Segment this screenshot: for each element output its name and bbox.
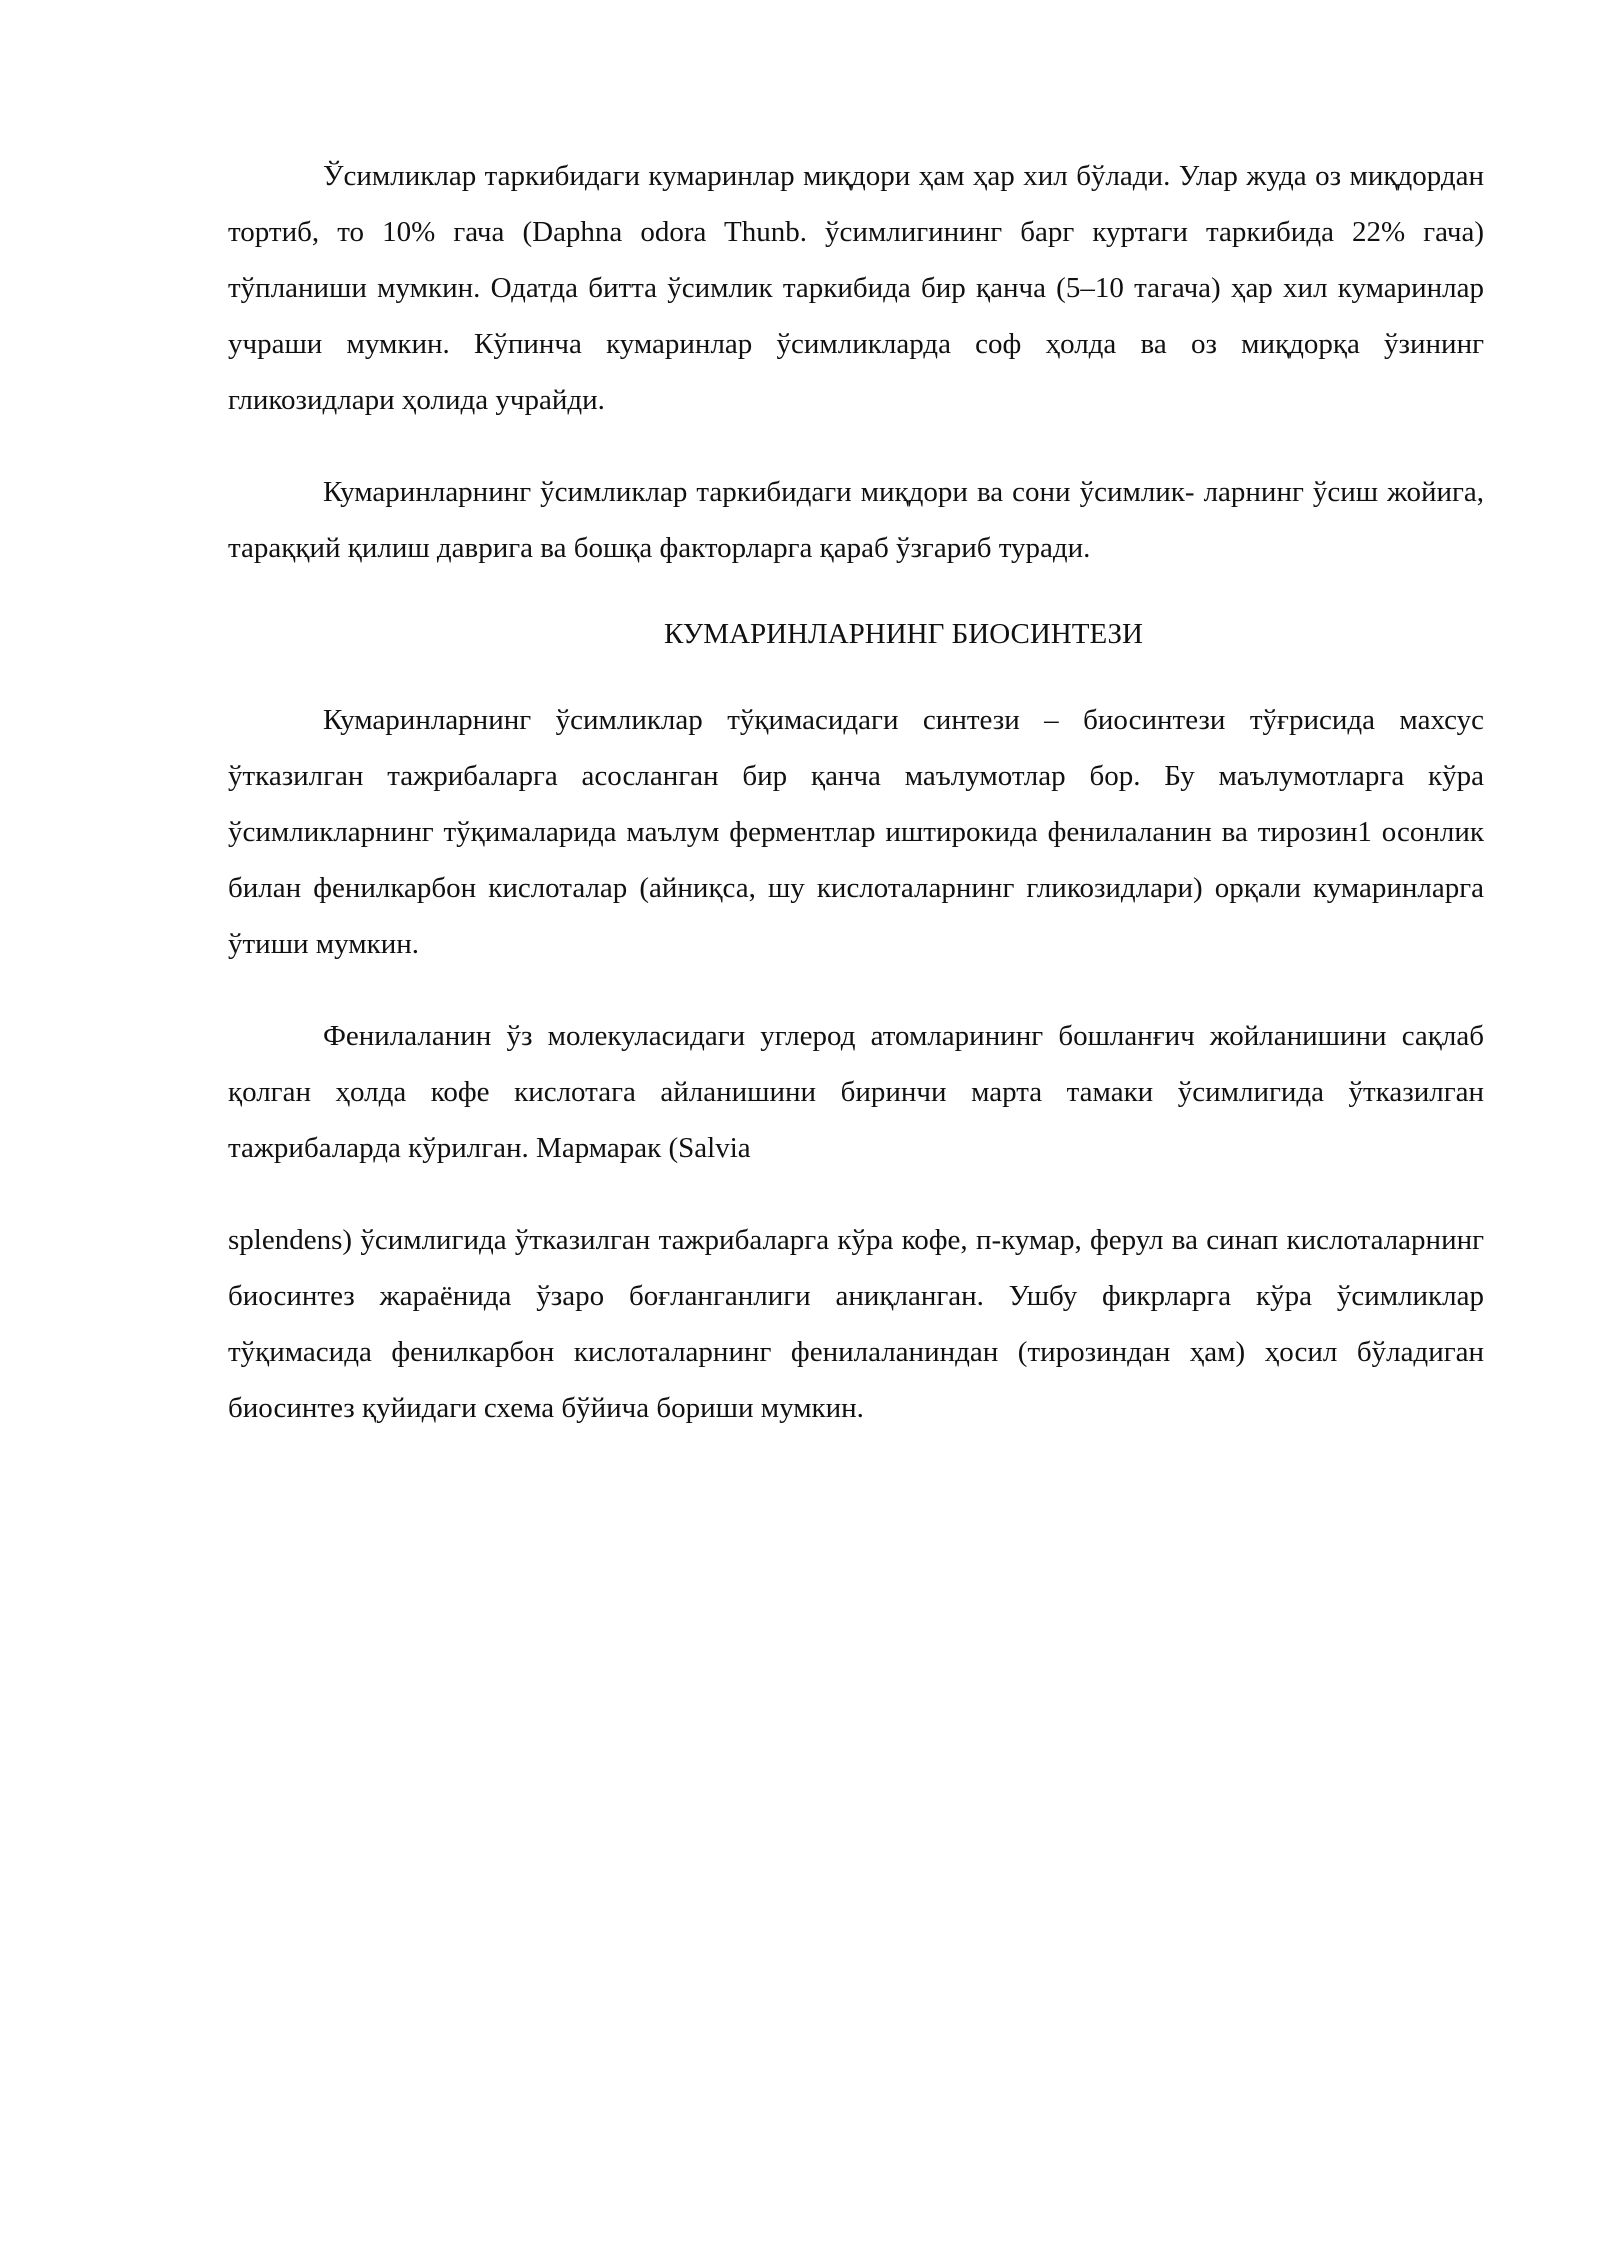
paragraph-salvia-splendens: splendens) ўсимлигида ўтказилган тажрибаларга кўра кофе, п-кумар, ферул ва синап кислоталарнинг биосинтез жараёнида ўзаро боғланганлиги аниқланган. Ушбу фикрларга кўра ўсимликлар тўқимасида фенилкарбон кислоталарнинг фенилаланиндан (тирозиндан ҳам) ҳосил бўладиган биосинтез қуйидаги схема бўйича бориши мумкин. xyxy=(228,1224,1484,1424)
paragraph-phenylalanine: Фенилаланин ўз молекуласидаги углерод атомларининг бошланғич жойланишини сақлаб қолган ҳолда кофе кислотага айланишини биринчи марта тамаки ўсимлигида ўтказилган тажрибаларда кўрилган. Мармарак (Salvia xyxy=(228,1020,1484,1164)
section-heading: КУМАРИНЛАРНИНГ БИОСИНТЕЗИ xyxy=(664,618,1143,650)
paragraph-coumarin-variation: Кумаринларнинг ўсимликлар таркибидаги миқдори ва сони ўсимлик- ларнинг ўсиш жойига, тараққий қилиш даврига ва бошқа факторларга қараб ўзгариб туради. xyxy=(228,476,1484,564)
document-page xyxy=(228,148,1484,1436)
paragraph-biosynthesis-intro: Кумаринларнинг ўсимликлар тўқимасидаги синтези – биосинтези тўғрисида махсус ўтказилган тажрибаларга асосланган бир қанча маълумотлар бор. Бу маълумотларга кўра ўсимликларнинг тўқималарида маълум ферментлар иштирокида фенилаланин ва тирозин1 осонлик билан фенилкарбон кислоталар (айниқса, шу кислоталарнинг гликозидлари) орқали кумаринларга ўтиши мумкин. xyxy=(228,704,1484,960)
paragraph-coumarin-content: Ўсимликлар таркибидаги кумаринлар миқдори ҳам ҳар хил бўлади. Улар жуда оз миқдордан тортиб, то 10% гача (Daphna odora Thunb. ўсимлигининг барг куртаги таркибида 22% гача) тўпланиши мумкин. Одатда битта ўсимлик таркибида бир қанча (5–10 тагача) ҳар хил кумаринлар учраши мумкин. Кўпинча кумаринлар ўсимликларда соф ҳолда ва оз миқдорқа ўзининг гликозидлари ҳолида учрайди. xyxy=(228,160,1484,416)
